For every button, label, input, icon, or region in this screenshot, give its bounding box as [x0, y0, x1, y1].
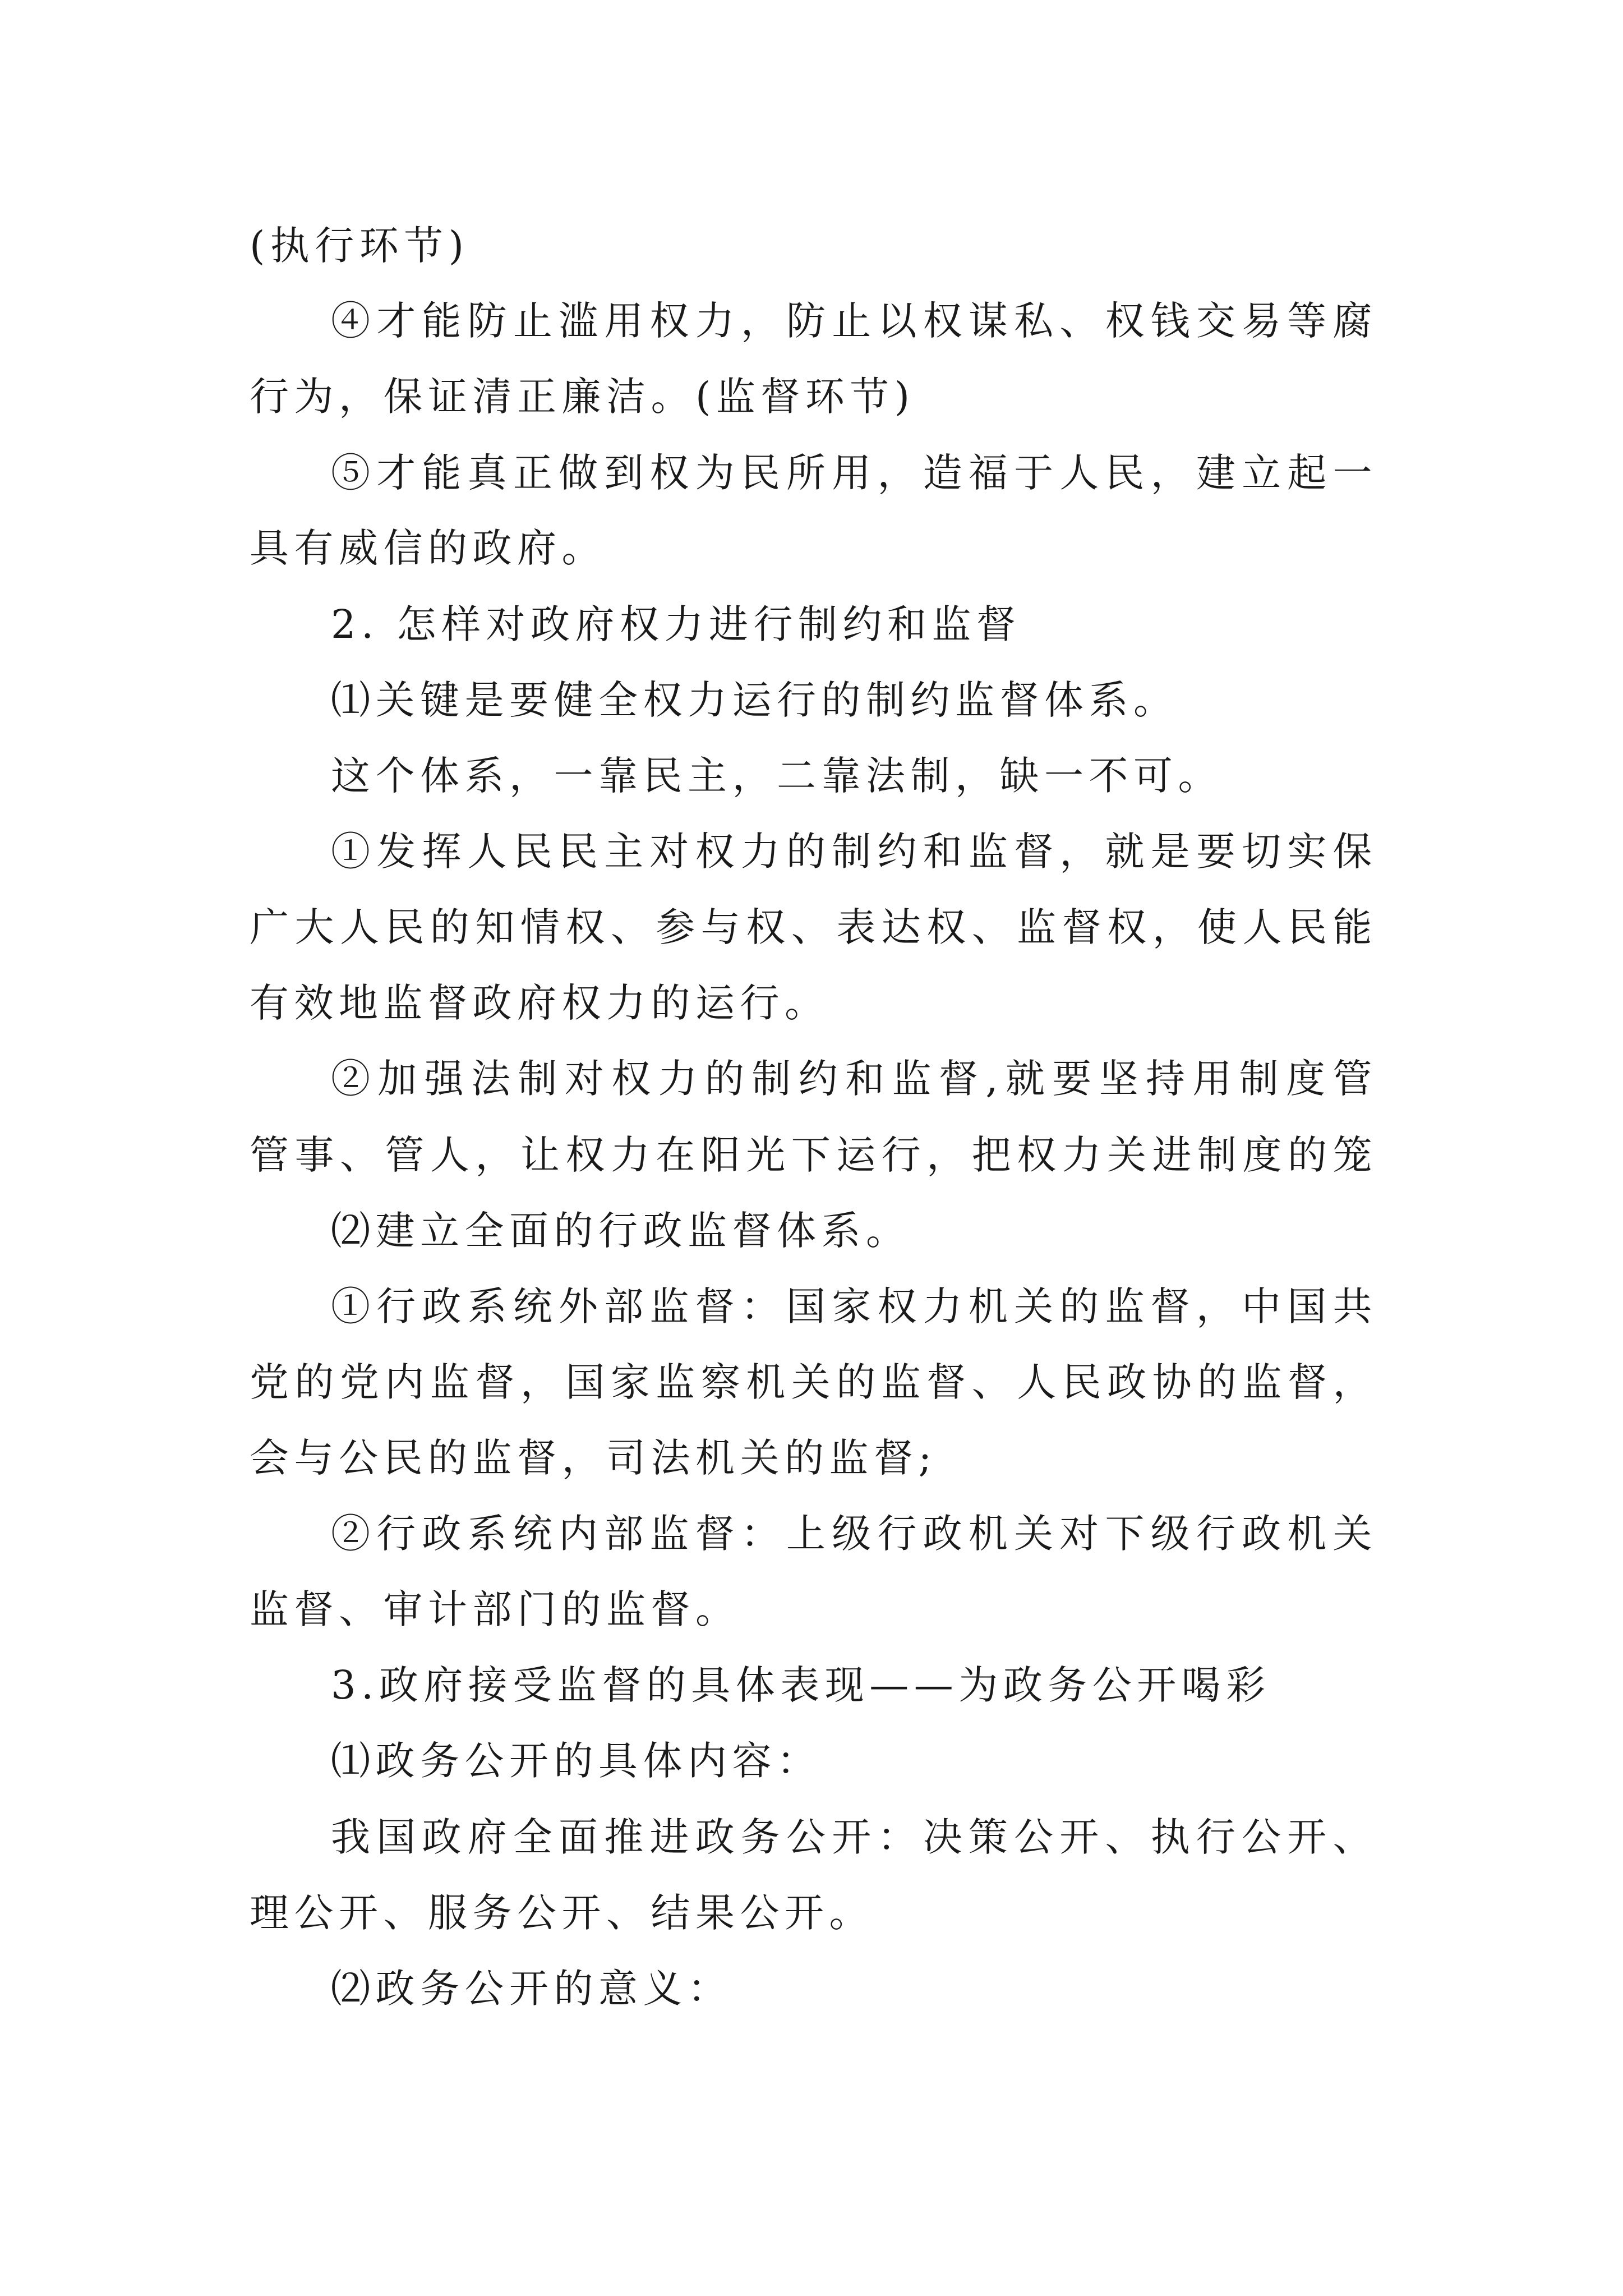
text-line: ②加强法制对权力的制约和监督,就要坚持用制度管	[331, 1056, 1377, 1102]
text-line: 理公开、服务公开、结果公开。	[250, 1890, 874, 1936]
text-line: 2. 怎样对政府权力进行制约和监督	[331, 601, 1021, 647]
text-line: 管事、管人，让权力在阳光下运行，把权力关进制度的笼	[250, 1132, 1377, 1178]
text-line: 3.政府接受监督的具体表现——为政务公开喝彩	[331, 1662, 1271, 1708]
text-line: 会与公民的监督，司法机关的监督;	[250, 1435, 937, 1481]
text-line: 监督、审计部门的监督。	[250, 1586, 740, 1632]
text-line: ⑴政务公开的具体内容：	[331, 1738, 822, 1784]
text-line: (执行环节)	[250, 223, 469, 269]
text-line: ①行政系统外部监督：国家权力机关的监督，中国共	[331, 1283, 1377, 1329]
text-line: ④才能防止滥用权力，防止以权谋私、权钱交易等腐	[331, 298, 1377, 344]
text-line: ⑵建立全面的行政监督体系。	[331, 1208, 911, 1254]
text-line: 有效地监督政府权力的运行。	[250, 980, 829, 1026]
text-line: 具有威信的政府。	[250, 525, 606, 571]
text-line: ①发挥人民民主对权力的制约和监督，就是要切实保	[331, 829, 1377, 875]
text-line: 党的党内监督，国家监察机关的监督、人民政协的监督，	[250, 1359, 1377, 1405]
text-line: ⑴关键是要健全权力运行的制约监督体系。	[331, 677, 1178, 723]
text-line: 这个体系，一靠民主，二靠法制，缺一不可。	[331, 753, 1223, 799]
text-line: ⑵政务公开的意义：	[331, 1966, 732, 2012]
text-line: 行为，保证清正廉洁。(监督环节)	[250, 374, 915, 420]
text-line: ②行政系统内部监督：上级行政机关对下级行政机关	[331, 1511, 1377, 1557]
text-line: 我国政府全面推进政务公开：决策公开、执行公开、	[331, 1814, 1377, 1860]
text-line: ⑤才能真正做到权为民所用，造福于人民，建立起一	[331, 450, 1377, 496]
text-line: 广大人民的知情权、参与权、表达权、监督权，使人民能	[250, 904, 1377, 950]
